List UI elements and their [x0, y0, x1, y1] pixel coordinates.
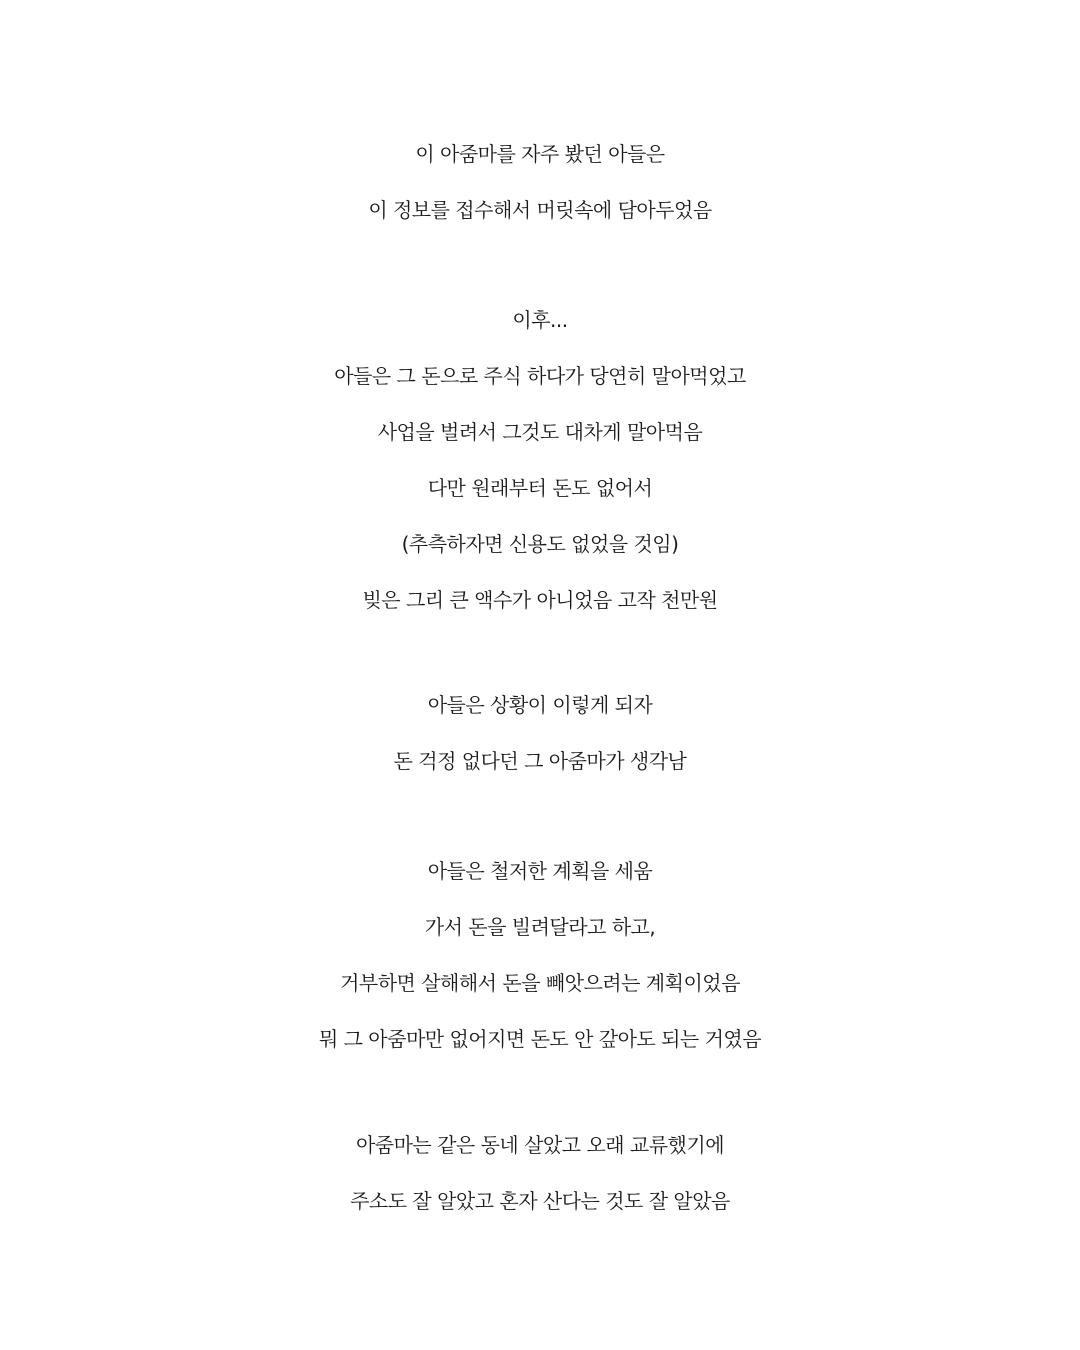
text-line: 다만 원래부터 돈도 없어서	[427, 476, 653, 500]
paragraph-4	[0, 843, 1080, 1067]
paragraph-1	[0, 126, 1080, 238]
text-line: 아들은 그 돈으로 주식 하다가 당연히 말아먹었고	[334, 364, 746, 388]
text-line: 아들은 상황이 이렇게 되자	[427, 693, 653, 717]
text-line: (추측하자면 신용도 없었을 것임)	[401, 532, 679, 556]
text-line: 돈 걱정 없다던 그 아줌마가 생각남	[393, 749, 687, 773]
text-line: 사업을 벌려서 그것도 대차게 말아먹음	[377, 420, 703, 444]
text-line: 거부하면 살해해서 돈을 빼앗으려는 계획이었음	[340, 971, 740, 995]
text-line: 빚은 그리 큰 액수가 아니었음 고작 천만원	[362, 588, 718, 612]
paragraph-3	[0, 677, 1080, 789]
text-line: 가서 돈을 빌려달라고 하고,	[424, 915, 656, 939]
text-line: 이후...	[512, 308, 568, 332]
text-line: 이 정보를 접수해서 머릿속에 담아두었음	[368, 198, 712, 222]
paragraph-2	[0, 292, 1080, 628]
text-line: 아줌마는 같은 동네 살았고 오래 교류했기에	[355, 1133, 725, 1157]
text-line: 아들은 철저한 계획을 세움	[427, 859, 653, 883]
text-line: 뭐 그 아줌마만 없어지면 돈도 안 갚아도 되는 거였음	[318, 1027, 762, 1051]
text-line: 주소도 잘 알았고 혼자 산다는 것도 잘 알았음	[350, 1189, 730, 1213]
paragraph-5	[0, 1117, 1080, 1229]
text-line: 이 아줌마를 자주 봤던 아들은	[415, 142, 665, 166]
